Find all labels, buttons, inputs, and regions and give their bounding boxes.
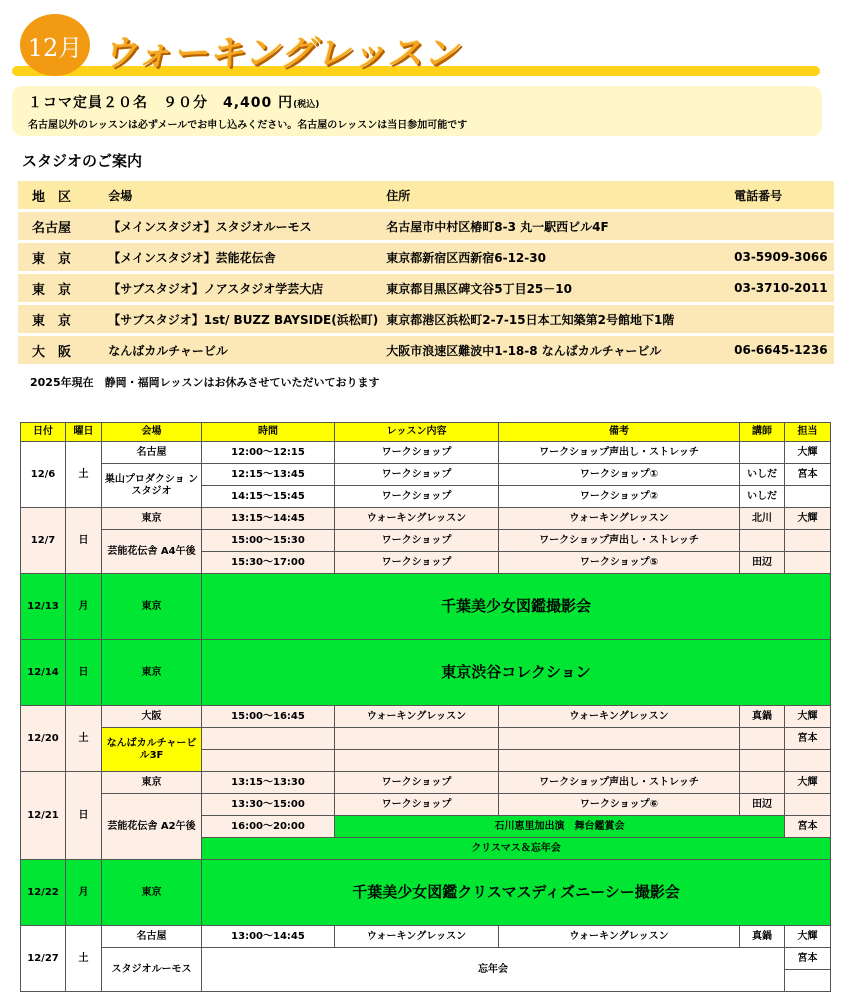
dow-cell: 月	[66, 574, 102, 640]
info-box	[12, 86, 822, 136]
dow-cell: 日	[66, 640, 102, 706]
dow-cell: 土	[66, 706, 102, 772]
col-venue: 会場	[102, 423, 202, 442]
dow-cell: 日	[66, 772, 102, 860]
venue-cell: 芸能花伝舎 A2午後	[102, 794, 202, 860]
studio-row: 東 京 【メインスタジオ】芸能花伝舎 東京都新宿区西新宿6-12-30 03-5909-3066	[18, 243, 834, 271]
month-badge: 12月	[20, 14, 90, 76]
dow-cell: 月	[66, 860, 102, 926]
page-title: ウォーキングレッスン	[102, 33, 460, 74]
col-date: 日付	[21, 423, 66, 442]
city-cell: 名古屋	[102, 926, 202, 948]
studio-guide-heading: スタジオのご案内	[22, 152, 143, 170]
table-row: スタジオルーモス 忘年会 宮本	[21, 948, 831, 970]
studio-row: 東 京 【サブスタジオ】1st/ BUZZ BAYSIDE(浜松町) 東京都港区浜松町2-7-15日本工知築第2号館地下1階	[18, 305, 834, 333]
table-row: 12/6 土 名古屋 12:00～12:15 ワークショップ ワークショップ声出し・ストレッチ 大輝	[21, 442, 831, 464]
table-row: 16:00～20:00 石川恵里加出演 舞台鑑賞会 宮本	[21, 816, 831, 838]
table-row: 巣山プロダクショ ン スタジオ 12:15～13:45 ワークショップ ワークショップ① いしだ 宮本	[21, 464, 831, 486]
col-content: レッスン内容	[335, 423, 499, 442]
table-row	[21, 860, 831, 926]
event-banner: 千葉美少女図鑑撮影会	[202, 574, 831, 640]
date-cell: 12/21	[21, 772, 66, 860]
date-cell: 12/7	[21, 508, 66, 574]
date-cell: 12/20	[21, 706, 66, 772]
table-row	[21, 640, 831, 706]
venue-cell: 巣山プロダクショ ン スタジオ	[102, 464, 202, 508]
studio-row: 名古屋 【メインスタジオ】スタジオルーモス 名古屋市中村区椿町8-3 丸一駅西ビル4F	[18, 212, 834, 240]
city-cell: 大阪	[102, 706, 202, 728]
col-staff: 担当	[785, 423, 831, 442]
dow-cell: 土	[66, 442, 102, 508]
col-remarks: 備考	[499, 423, 740, 442]
venue-cell: スタジオルーモス	[102, 948, 202, 992]
venue-cell: 芸能花伝舎 A4午後	[102, 530, 202, 574]
col-tel: 電話番号	[730, 181, 834, 209]
venue-cell: なんばカルチャービル3F	[102, 728, 202, 772]
city-cell: 名古屋	[102, 442, 202, 464]
table-row: 12/7 日 東京 13:15～14:45 ウォーキングレッスン ウォーキングレッスン 北川 大輝	[21, 508, 831, 530]
table-row: 12/20 土 大阪 15:00～16:45 ウォーキングレッスン ウォーキングレッスン 真鍋 大輝	[21, 706, 831, 728]
date-cell: 12/6	[21, 442, 66, 508]
date-cell: 12/27	[21, 926, 66, 992]
event-banner: 石川恵里加出演 舞台鑑賞会	[335, 816, 785, 838]
date-cell: 12/13	[21, 574, 66, 640]
city-cell: 東京	[102, 772, 202, 794]
schedule-header-row	[21, 423, 831, 442]
party-cell: 忘年会	[202, 948, 785, 992]
dow-cell: 日	[66, 508, 102, 574]
city-cell: 東京	[102, 640, 202, 706]
closure-note: 2025年現在 静岡・福岡レッスンはお休みさせていただいております	[30, 376, 380, 389]
date-cell: 12/14	[21, 640, 66, 706]
application-note: 名古屋以外のレッスンは必ずメールでお申し込みください。名古屋のレッスンは当日参加可能です	[28, 120, 468, 131]
col-dow: 曜日	[66, 423, 102, 442]
table-row: なんばカルチャービル3F 宮本	[21, 728, 831, 750]
table-row: 15:30～17:00 ワークショップ ワークショップ⑤ 田辺	[21, 552, 831, 574]
schedule-table	[20, 422, 831, 992]
table-row: 12/21 日 東京 13:15～13:30 ワークショップ ワークショップ声出し・ストレッチ 大輝	[21, 772, 831, 794]
dow-cell: 土	[66, 926, 102, 992]
table-row: 芸能花伝舎 A2午後 13:30～15:00 ワークショップ ワークショップ⑥ 田辺	[21, 794, 831, 816]
table-row: 14:15～15:45 ワークショップ ワークショップ② いしだ	[21, 486, 831, 508]
table-row: 芸能花伝舎 A4午後 15:00～15:30 ワークショップ ワークショップ声出し・ストレッチ	[21, 530, 831, 552]
studio-guide-table	[18, 178, 834, 367]
tax-note: (税込)	[293, 100, 320, 110]
event-banner: 千葉美少女図鑑クリスマスディズニーシー撮影会	[202, 860, 831, 926]
col-teacher: 講師	[740, 423, 785, 442]
col-venue: 会場	[104, 181, 382, 209]
table-row	[21, 574, 831, 640]
studio-row: 大 阪 なんばカルチャービル 大阪市浪速区難波中1-18-8 なんばカルチャービル 06-6645-1236	[18, 336, 834, 364]
col-area: 地 区	[18, 181, 104, 209]
city-cell: 東京	[102, 574, 202, 640]
city-cell: 東京	[102, 508, 202, 530]
city-cell: 東京	[102, 860, 202, 926]
table-row: 12/27 土 名古屋 13:00～14:45 ウォーキングレッスン ウォーキングレッスン 真鍋 大輝	[21, 926, 831, 948]
event-banner: 東京渋谷コレクション	[202, 640, 831, 706]
party-banner: クリスマス＆忘年会	[202, 838, 831, 860]
studio-row: 東 京 【サブスタジオ】ノアスタジオ学芸大店 東京都目黒区碑文谷5丁目25－10 03-3710-2011	[18, 274, 834, 302]
lesson-capacity-price: １コマ定員２０名 ９０分 4,400 円(税込)	[28, 95, 320, 111]
date-cell: 12/22	[21, 860, 66, 926]
studio-header-row	[18, 181, 834, 209]
col-address: 住所	[382, 181, 730, 209]
col-time: 時間	[202, 423, 335, 442]
